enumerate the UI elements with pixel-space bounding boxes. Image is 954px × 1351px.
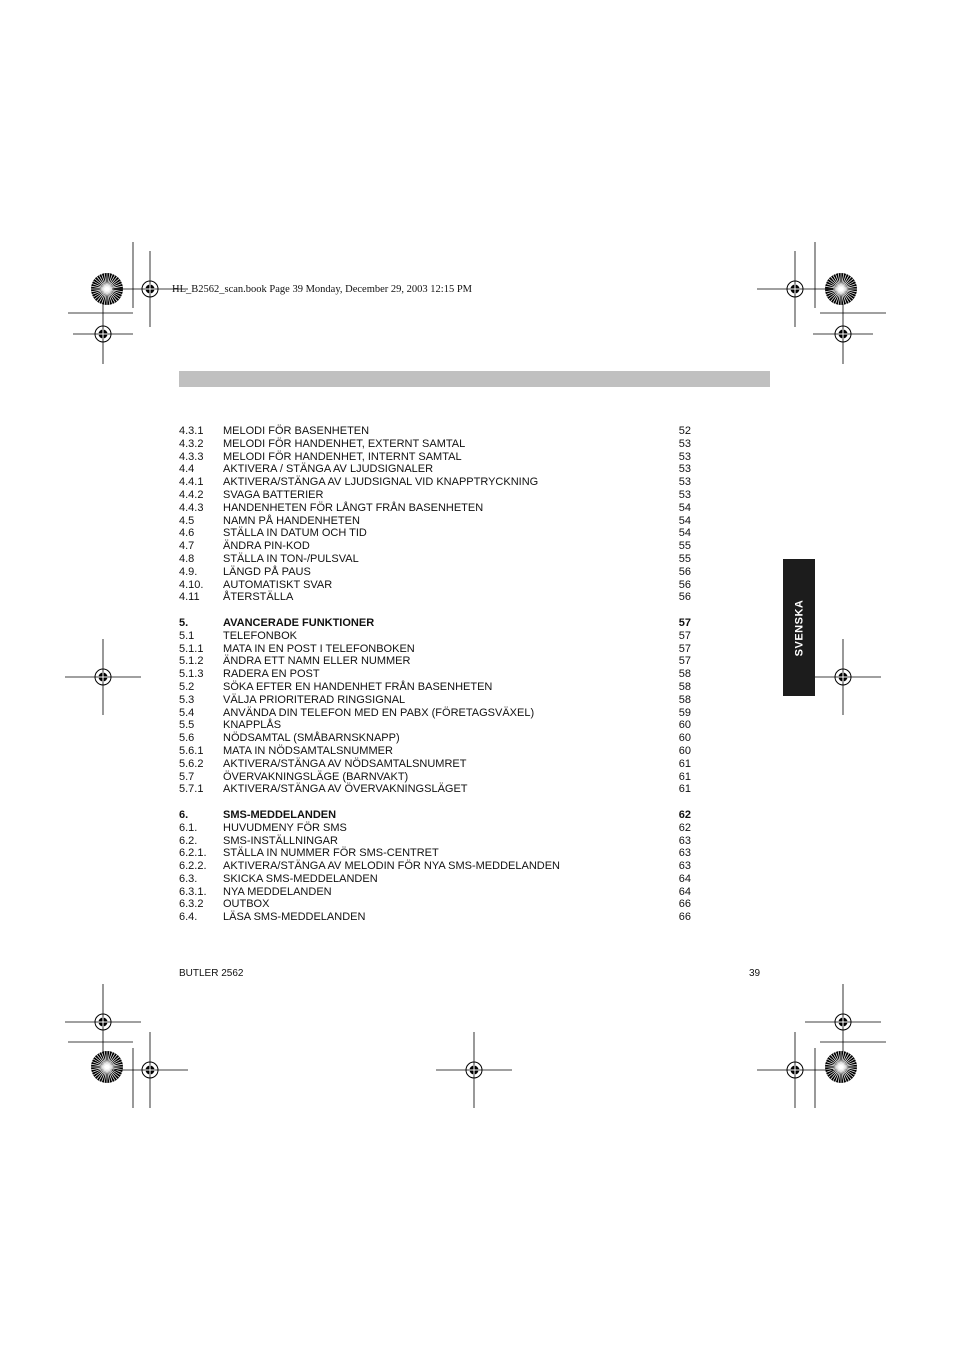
toc-entry-number: 5.1.2 bbox=[179, 655, 204, 668]
crosshair-mark bbox=[757, 1032, 833, 1108]
toc-entry-title: SMS-INSTÄLLNINGAR bbox=[223, 834, 338, 847]
toc-entry bbox=[179, 463, 691, 476]
toc-entry-page: 53 bbox=[678, 437, 691, 450]
toc-entry bbox=[179, 540, 691, 553]
toc-entry-page: 62 bbox=[678, 808, 691, 821]
toc-entry-page: 57 bbox=[678, 642, 691, 655]
toc-entry-title: OUTBOX bbox=[223, 898, 270, 911]
toc-entry-title: RADERA EN POST bbox=[223, 668, 320, 681]
toc-entry-title: HANDENHETEN FÖR LÅNGT FRÅN BASENHETEN bbox=[223, 501, 484, 514]
toc-entry-page: 57 bbox=[678, 655, 691, 668]
toc-entry-page: 54 bbox=[678, 527, 691, 540]
toc-entry-title: ÄNDRA PIN-KOD bbox=[223, 540, 310, 553]
toc-entry bbox=[179, 476, 691, 489]
language-tab bbox=[783, 559, 815, 696]
toc-entry-page: 60 bbox=[678, 732, 691, 745]
toc-entry-number: 5.6 bbox=[179, 732, 195, 745]
crosshair-mark bbox=[805, 984, 881, 1060]
toc-entry-page: 63 bbox=[678, 860, 691, 873]
toc-entry-page: 56 bbox=[678, 578, 691, 591]
toc-entry-number: 5.3 bbox=[179, 693, 195, 706]
toc-entry-title: MELODI FÖR HANDENHET, INTERNT SAMTAL bbox=[223, 450, 462, 463]
toc-entry-title: VÄLJA PRIORITERAD RINGSIGNAL bbox=[223, 693, 406, 706]
toc-entry-page: 54 bbox=[678, 501, 691, 514]
toc-entry-number: 4.3.1 bbox=[179, 425, 204, 437]
toc-entry-title: MATA IN NÖDSAMTALSNUMMER bbox=[223, 744, 393, 757]
toc-entry bbox=[179, 835, 691, 848]
toc-entry-page: 57 bbox=[678, 616, 691, 629]
toc-entry bbox=[179, 489, 691, 502]
toc-entry-page: 56 bbox=[678, 591, 691, 604]
toc-entry-page: 52 bbox=[678, 425, 691, 437]
toc-entry bbox=[179, 438, 691, 451]
crosshair-mark bbox=[112, 1032, 188, 1108]
toc-entry-page: 53 bbox=[678, 450, 691, 463]
toc-entry-number: 6.1. bbox=[179, 821, 198, 834]
toc-entry-number: 4.4.3 bbox=[179, 501, 204, 514]
toc-entry-page: 60 bbox=[678, 744, 691, 757]
toc-entry bbox=[179, 451, 691, 464]
table-of-contents bbox=[179, 425, 691, 924]
toc-entry-page: 66 bbox=[678, 898, 691, 911]
toc-entry bbox=[179, 553, 691, 566]
toc-entry-number: 4.8 bbox=[179, 552, 195, 565]
toc-entry bbox=[179, 681, 691, 694]
toc-entry bbox=[179, 847, 691, 860]
toc-entry bbox=[179, 783, 691, 796]
toc-entry-title: NYA MEDDELANDEN bbox=[223, 885, 332, 898]
toc-entry-title: NÖDSAMTAL (SMÅBARNSKNAPP) bbox=[223, 732, 400, 745]
toc-entry-title: SKICKA SMS-MEDDELANDEN bbox=[223, 872, 378, 885]
toc-entry-title: AKTIVERA/STÄNGA AV MELODIN FÖR NYA SMS-MEDDELANDEN bbox=[223, 860, 560, 873]
toc-entry-title: MELODI FÖR HANDENHET, EXTERNT SAMTAL bbox=[223, 437, 466, 450]
toc-entry-number: 6.3. bbox=[179, 872, 198, 885]
toc-entry-number: 4.5 bbox=[179, 514, 195, 527]
toc-entry-number: 4.3.2 bbox=[179, 437, 204, 450]
toc-entry-number: 5.6.1 bbox=[179, 744, 204, 757]
toc-entry bbox=[179, 668, 691, 681]
toc-entry-title: NAMN PÅ HANDENHETEN bbox=[223, 514, 360, 527]
toc-entry-title: ÖVERVAKNINGSLÄGE (BARNVAKT) bbox=[223, 770, 409, 783]
toc-entry bbox=[179, 515, 691, 528]
toc-spacer bbox=[179, 796, 691, 809]
toc-entry-page: 58 bbox=[678, 668, 691, 681]
toc-entry-number: 5.2 bbox=[179, 680, 195, 693]
toc-entry bbox=[179, 707, 691, 720]
toc-entry-page: 60 bbox=[678, 719, 691, 732]
toc-entry bbox=[179, 898, 691, 911]
toc-entry-number: 6.2. bbox=[179, 834, 198, 847]
toc-entry bbox=[179, 732, 691, 745]
toc-entry-page: 63 bbox=[678, 847, 691, 860]
toc-entry bbox=[179, 860, 691, 873]
toc-entry-number: 4.7 bbox=[179, 540, 195, 553]
toc-entry bbox=[179, 655, 691, 668]
toc-entry-title: LÄNGD PÅ PAUS bbox=[223, 565, 311, 578]
toc-entry-title: HUVUDMENY FÖR SMS bbox=[223, 821, 347, 834]
toc-entry-page: 61 bbox=[678, 757, 691, 770]
toc-entry-page: 64 bbox=[678, 885, 691, 898]
toc-entry-title: AVANCERADE FUNKTIONER bbox=[223, 616, 375, 629]
toc-entry-page: 53 bbox=[678, 476, 691, 489]
toc-entry bbox=[179, 617, 691, 630]
toc-entry bbox=[179, 911, 691, 924]
toc-entry bbox=[179, 745, 691, 758]
toc-entry-page: 53 bbox=[678, 488, 691, 501]
toc-entry-title: AKTIVERA/STÄNGA AV ÖVERVAKNINGSLÄGET bbox=[223, 783, 468, 796]
toc-entry bbox=[179, 591, 691, 604]
header-gray-bar bbox=[179, 371, 770, 387]
toc-entry-number: 6.2.2. bbox=[179, 860, 207, 873]
toc-entry-number: 4.9. bbox=[179, 565, 198, 578]
toc-entry-number: 6.3.2 bbox=[179, 898, 204, 911]
toc-entry-number: 4.4 bbox=[179, 463, 195, 476]
toc-entry-title: SÖKA EFTER EN HANDENHET FRÅN BASENHETEN bbox=[223, 680, 493, 693]
toc-entry bbox=[179, 719, 691, 732]
toc-entry bbox=[179, 771, 691, 784]
toc-entry-page: 55 bbox=[678, 552, 691, 565]
footer-page-number: 39 bbox=[749, 968, 761, 979]
toc-entry-page: 58 bbox=[678, 680, 691, 693]
toc-entry bbox=[179, 502, 691, 515]
toc-entry-title: MATA IN EN POST I TELEFONBOKEN bbox=[223, 642, 415, 655]
toc-entry-title: TELEFONBOK bbox=[223, 629, 297, 642]
toc-entry-page: 62 bbox=[678, 821, 691, 834]
toc-entry-number: 5.1.1 bbox=[179, 642, 204, 655]
toc-entry-number: 6.4. bbox=[179, 911, 198, 924]
toc-entry-page: 64 bbox=[678, 872, 691, 885]
toc-entry-title: AKTIVERA/STÄNGA AV LJUDSIGNAL VID KNAPPTRYCKNING bbox=[223, 476, 539, 489]
toc-entry bbox=[179, 886, 691, 899]
toc-entry bbox=[179, 630, 691, 643]
toc-entry-page: 57 bbox=[678, 629, 691, 642]
crosshair-mark bbox=[65, 639, 141, 715]
toc-entry bbox=[179, 527, 691, 540]
toc-entry-number: 5. bbox=[179, 616, 189, 629]
toc-entry-number: 5.1 bbox=[179, 629, 195, 642]
toc-entry-page: 61 bbox=[678, 783, 691, 796]
toc-entry-title: SMS-MEDDELANDEN bbox=[223, 808, 337, 821]
toc-entry-page: 61 bbox=[678, 770, 691, 783]
toc-entry-title: AKTIVERA / STÄNGA AV LJUDSIGNALER bbox=[223, 463, 434, 476]
toc-entry-title: STÄLLA IN TON-/PULSVAL bbox=[223, 552, 359, 565]
toc-entry bbox=[179, 822, 691, 835]
toc-entry-title: KNAPPLÅS bbox=[223, 719, 282, 732]
footer-product: BUTLER 2562 bbox=[179, 968, 244, 979]
toc-entry bbox=[179, 425, 691, 438]
toc-entry-title: ÅTERSTÄLLA bbox=[223, 591, 294, 604]
crosshair-mark bbox=[436, 1032, 512, 1108]
toc-entry-title: SVAGA BATTERIER bbox=[223, 488, 324, 501]
toc-entry-number: 4.4.2 bbox=[179, 488, 204, 501]
toc-entry-number: 5.7.1 bbox=[179, 783, 204, 796]
toc-entry-number: 5.7 bbox=[179, 770, 195, 783]
toc-entry-number: 6.2.1. bbox=[179, 847, 207, 860]
toc-entry-title: MELODI FÖR BASENHETEN bbox=[223, 425, 370, 437]
toc-entry-page: 55 bbox=[678, 540, 691, 553]
toc-entry-page: 56 bbox=[678, 565, 691, 578]
toc-entry bbox=[179, 579, 691, 592]
toc-entry-number: 5.1.3 bbox=[179, 668, 204, 681]
starburst-mark bbox=[91, 1051, 123, 1083]
toc-entry-title: ÄNDRA ETT NAMN ELLER NUMMER bbox=[223, 655, 411, 668]
toc-entry-title: AUTOMATISKT SVAR bbox=[223, 578, 333, 591]
crosshair-mark bbox=[757, 251, 833, 327]
toc-entry-number: 5.4 bbox=[179, 706, 195, 719]
toc-entry-title: STÄLLA IN DATUM OCH TID bbox=[223, 527, 367, 540]
toc-entry-number: 4.6 bbox=[179, 527, 195, 540]
toc-entry-title: LÄSA SMS-MEDDELANDEN bbox=[223, 911, 366, 924]
toc-entry-page: 66 bbox=[678, 911, 691, 924]
file-info-header: HL_B2562_scan.book Page 39 Monday, December 29, 2003 12:15 PM bbox=[172, 284, 472, 295]
crosshair-mark bbox=[805, 639, 881, 715]
toc-spacer bbox=[179, 604, 691, 617]
toc-entry-title: AKTIVERA/STÄNGA AV NÖDSAMTALSNUMRET bbox=[223, 757, 467, 770]
toc-entry-page: 59 bbox=[678, 706, 691, 719]
toc-entry bbox=[179, 809, 691, 822]
toc-entry bbox=[179, 566, 691, 579]
toc-entry-title: ANVÄNDA DIN TELEFON MED EN PABX (FÖRETAGSVÄXEL) bbox=[223, 706, 535, 719]
toc-entry bbox=[179, 873, 691, 886]
toc-entry-number: 6.3.1. bbox=[179, 885, 207, 898]
toc-entry-number: 4.10. bbox=[179, 578, 204, 591]
starburst-mark bbox=[825, 1051, 857, 1083]
toc-entry bbox=[179, 643, 691, 656]
toc-entry-page: 53 bbox=[678, 463, 691, 476]
language-tab-label: SVENSKA bbox=[793, 599, 805, 656]
toc-entry-page: 58 bbox=[678, 693, 691, 706]
toc-entry-number: 6. bbox=[179, 808, 189, 821]
crosshair-mark bbox=[65, 984, 141, 1060]
toc-entry-title: STÄLLA IN NUMMER FÖR SMS-CENTRET bbox=[223, 847, 439, 860]
toc-entry-page: 54 bbox=[678, 514, 691, 527]
toc-entry-number: 4.4.1 bbox=[179, 476, 204, 489]
toc-entry bbox=[179, 758, 691, 771]
toc-entry-number: 5.6.2 bbox=[179, 757, 204, 770]
toc-entry-number: 5.5 bbox=[179, 719, 195, 732]
toc-entry bbox=[179, 694, 691, 707]
toc-entry-page: 63 bbox=[678, 834, 691, 847]
toc-entry-number: 4.11 bbox=[179, 591, 200, 604]
toc-entry-number: 4.3.3 bbox=[179, 450, 204, 463]
